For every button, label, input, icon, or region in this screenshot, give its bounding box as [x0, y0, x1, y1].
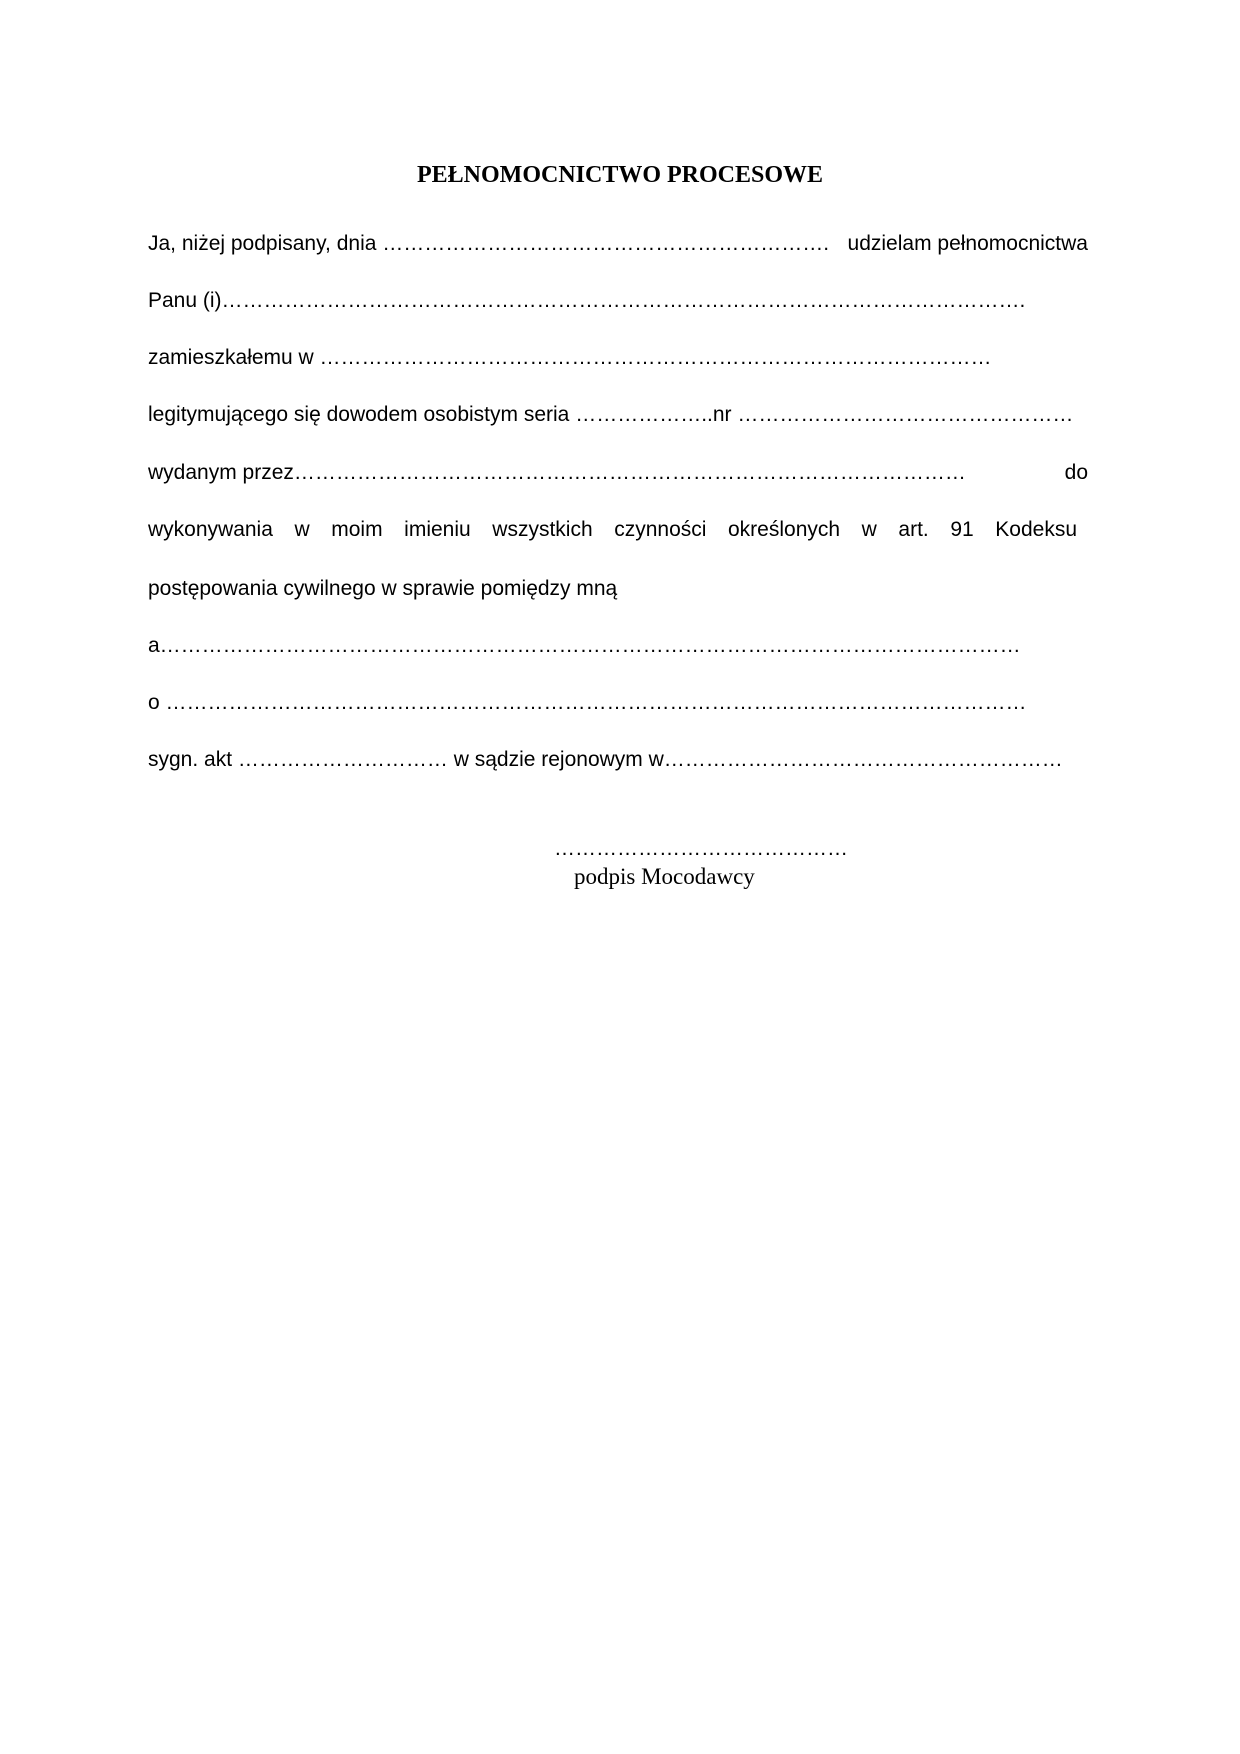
line-date-and-grant: [148, 229, 1088, 259]
line-grant-text: udzielam pełnomocnictwa: [847, 232, 1088, 255]
line-opposing-party: a……………………………………………………………………………………………………………: [148, 634, 1021, 657]
signature-label: podpis Mocodawcy: [574, 864, 755, 889]
line-case-subject: o ……………………………………………………………………………………………………………: [148, 691, 1027, 714]
line-case-reference: sygn. akt ………………………… w sądzie rejonowym w…………………………………………………: [148, 748, 1063, 771]
line-issued-by: [148, 458, 1088, 488]
line-date-text: Ja, niżej podpisany, dnia ……………………………………………………….: [148, 232, 830, 255]
line-scope: wykonywania w moim imieniu wszystkich czynności określonych w art. 91 Kodeksu: [148, 518, 1077, 541]
line-id-document: legitymującego się dowodem osobistym seria ………………..nr …………………………………………: [148, 403, 1074, 426]
line-residence: zamieszkałemu w ……………………………………………………………………………………: [148, 346, 992, 369]
document-title: PEŁNOMOCNICTWO PROCESOWE: [416, 162, 824, 188]
signature-line: ……………………………………: [554, 837, 848, 860]
line-attorney-name: Panu (i)…………………………………………………………………………………………………….: [148, 289, 1026, 312]
line-civil-procedure: postępowania cywilnego w sprawie pomiędzy mną: [148, 577, 618, 600]
line-issued-by-text: wydanym przez……………………………………………………………………………………: [148, 461, 966, 484]
line-issued-by-do: do: [1064, 461, 1088, 484]
